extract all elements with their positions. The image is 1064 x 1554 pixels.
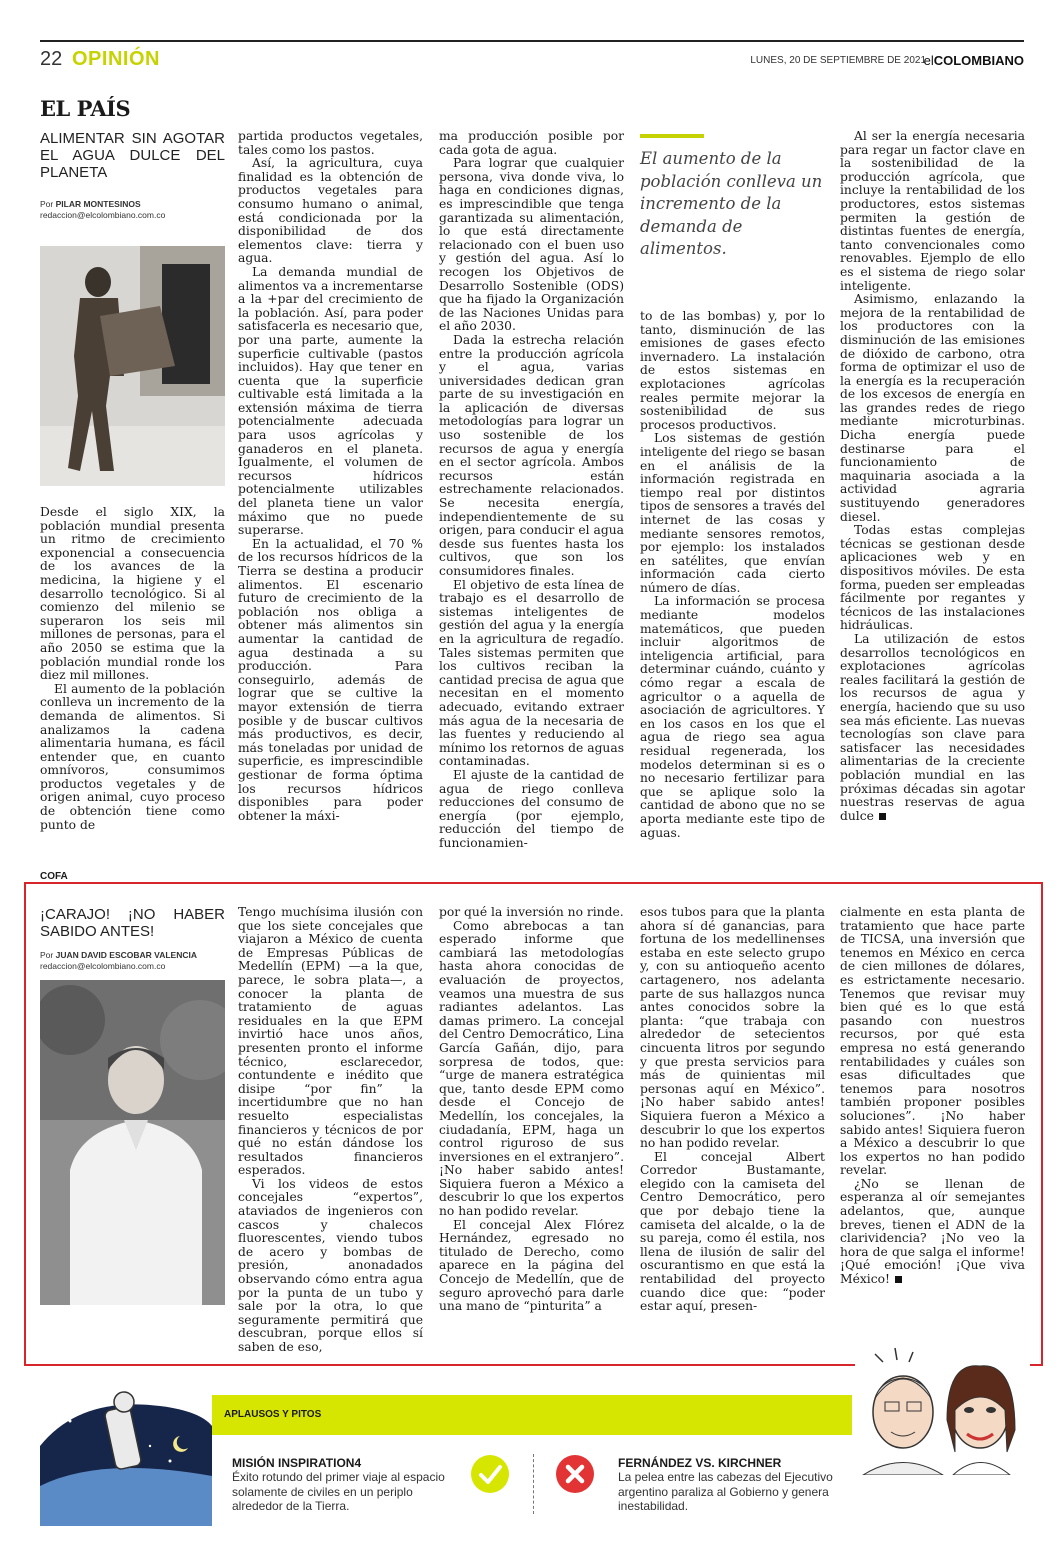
page-number: 22	[40, 48, 63, 70]
paragraph: En la actualidad, el 70 % de los recursos hídricos de la Tierra se destina a producir alimentos. El escenario futuro de crecimiento de la población nos obliga a obtener más alimentos sin aumentar la cantidad de agua destinada a su producción. Para conseguirlo, además de lograr que se cultive la mayor extensión de tierra posible y de buscar cultivos más productivos, es decir, más toneladas por unidad de superficie, es imprescindible gestionar de forma óptima los recursos hídricos disponibles para poder obtener la máxi-	[238, 536, 423, 823]
article1-col3	[439, 130, 624, 850]
article1-author: PILAR MONTESINOS	[55, 199, 141, 209]
author-portrait	[40, 980, 225, 1305]
by-prefix: Por	[40, 199, 54, 209]
paragraph: Tengo muchísima ilusión con que los siete concejales que viajaron a México de cuenta de Empresas Públicas de Medellín (EPM) —a la que, parece, le sobra plata—, a conocer la planta de tratamiento de aguas residuales en la que EPM invirtió hace unos años, presenten pronto el informe técnico, esclarecedor, contundente e inédito que disipe “por fin” la incertidumbre que no han resuelto especialistas financieros y técnicos de por qué no están dándose los resultados financieros esperados.	[238, 905, 423, 1178]
paragraph: Los sistemas de gestión inteligente del riego se basan en el análisis de la información registrada en tiempo real por distintos tipos de sensores a través del internet de las cosas y mediante sensores remotos, por ejemplo: los instalados en satélites, que envían información cada cierto número de días.	[640, 431, 825, 595]
cofa-label: COFA	[40, 871, 68, 882]
closing-text: La utilización de estos desarrollos tecnológicos en explotaciones agrícolas reales facilitará la gestión de los recursos de agua y energía, haciendo que su uso sea más eficiente. Las nuevas tecnologías son clave para satisfacer las necesidades alimentarias de la creciente población mundial en las próximas décadas sin agotar nuestras reservas de agua dulce	[840, 631, 1025, 823]
paragraph: Vi los videos de estos concejales “expertos”, ataviados de ingenieros con cascos y chalecos fluorescentes, viendo tubos de acero y bombas de presión, anonadados observando cómo entra agua por la punta de un tubo y sale por la otra, lo que seguramente permitirá que descubran, porque ellos sí saben de eso,	[238, 1176, 423, 1354]
pull-quote: El aumento de la población conlleva un incremento de la demanda de alimentos.	[640, 149, 823, 258]
paragraph: Dada la estrecha relación entre la producción agrícola y el agua, varias universidades dedican gran parte de su investigación en la aplicación de diversas metodologías para lograr un uso sostenible de los recursos de agua y energía en el sector agrícola. Ambos recursos están estrechamente relacionados. Se necesita energía, independientemente de su origen, para conducir el agua desde sus fuentes hasta los cultivos, que son los consumidores finales.	[439, 332, 624, 578]
paragraph: El objetivo de esta línea de trabajo es el desarrollo de sistemas inteligentes de gestión del agua y la energía en la agricultura de regadío. Tales sistemas permiten que los cultivos reciban la cantidad precisa de agua que necesitan en el momento adecuado, evitando extraer más agua de la necesaria de las fuentes y reduciendo al mínimo los retornos de aguas contaminadas.	[439, 577, 624, 769]
statue-illustration	[40, 246, 225, 486]
article2-header	[40, 906, 225, 972]
article1-col5	[840, 130, 1025, 823]
brand-logo	[924, 53, 1024, 68]
paragraph: La información se procesa mediante modelos matemáticos, que pueden incluir algoritmos de inteligencia artificial, para determinar cuándo, cuánto y cómo regar a escala de agricultor o a aquella de asociación de agricultores. Y en los casos en los que el agua de riego sea agua residual regenerada, los modelos determinan si es o no necesario fertilizar para que se aplique solo la cantidad de abono que no se aporta mediante este tipo de aguas.	[640, 594, 825, 840]
article1-col2	[238, 130, 423, 823]
paragraph: El ajuste de la cantidad de agua de riego conlleva reducciones del consumo de energía (por ejemplo, reducción del tiempo de funcionamien-	[439, 767, 624, 850]
article2-col5	[840, 906, 1025, 1287]
paragraph: esos tubos para que la planta ahora sí dé ganancias, para fortuna de los medellinenses estaba en este selecto grupo y, con su antioqueño acento cartagenero, nos adelanta parte de sus hallazgos nunca antes conocidos sobre la planta: “que trabaja con alrededor de setecientos cincuenta litros por segundo y que presta servicios para más de quinientas mil personas aquí en México”. ¡No haber sabido antes! Siquiera fueron a México a descubrir lo que los expertos no han podido revelar.	[640, 905, 825, 1151]
section-title: OPINIÓN	[72, 48, 160, 70]
paragraph: Así, la agricultura, cuya finalidad es la obtención de productos vegetales para consumo humano o animal, está condicionada por la disponibilidad de dos elementos clave: tierra y agua.	[238, 156, 423, 266]
article2-author: JUAN DAVID ESCOBAR VALENCIA	[55, 950, 197, 960]
space-illustration	[40, 1376, 212, 1526]
end-mark	[895, 1276, 902, 1283]
astronaut-cartoon	[40, 1376, 212, 1526]
paragraph	[840, 633, 1025, 823]
paragraph: Asimismo, enlazando la mejora de la rentabilidad de los productores con la disminución de las emisiones de dióxido de carbono, otra forma de optimizar el uso de la energía es la recuperación de los excesos de energía en las grandes redes de riego mediante microturbinas. Dicha energía puede destinarse para el funcionamiento de maquinaria asociada a la actividad agraria sustituyendo generadores diesel.	[840, 292, 1025, 524]
paragraph: El aumento de la población conlleva un incremento de la demanda de alimentos. Si analizamos la cadena alimentaria humana, es fácil entender que, en cuanto omnívoros, consumimos productos vegetales y de origen animal, cuyo proceso de obtención tiene como punto de	[40, 681, 225, 832]
by-prefix: Por	[40, 950, 54, 960]
article2-byline	[40, 950, 225, 961]
check-icon	[470, 1454, 510, 1494]
caricature-illustration	[855, 1340, 1030, 1475]
paragraph: Todas estas complejas técnicas se gestionan desde aplicaciones web y en dispositivos móviles. De esta forma, pueden ser empleadas fácilmente por regantes y técnicos de las instalaciones hidráulicas.	[840, 523, 1025, 633]
aplausos-divider	[533, 1454, 535, 1514]
aplausos-label: APLAUSOS Y PITOS	[224, 1409, 322, 1420]
article2-headline: ¡CARAJO! ¡NO HABER SABIDO ANTES!	[40, 906, 225, 940]
pito-title: FERNÁNDEZ VS. KIRCHNER	[618, 1456, 782, 1470]
paragraph: La demanda mundial de alimentos va a incrementarse a la +par del crecimiento de la población. Así, para poder satisfacerla es necesario que, por una parte, aumente la superficie cultivable (pastos incluidos). Hay que tener en cuenta que la superficie cultivable está limitada a la extensión máxima de tierra potencialmente adecuada para usos agrícolas y ganaderos en el planeta. Igualmente, el volumen de recursos hídricos potencialmente utilizables del planeta tiene un valor máximo que no puede superarse.	[238, 264, 423, 538]
closing-text: ¿No se llenan de esperanza al oír semejantes adelantos, que, aunque breves, tienen el ADN de la clarividencia? ¡No veo la hora de que salga el informe! ¡Qué emoción! ¡Que viva México!	[840, 1176, 1025, 1287]
pito-text: La pelea entre las cabezas del Ejecutivo argentino paraliza al Gobierno y genera inestabilidad.	[618, 1470, 833, 1513]
paragraph: cialmente en esta planta de tratamiento que hace parte de TICSA, una inversión que tenemos en México en cerca de cien millones de dólares, es estrictamente necesario. Tenemos que revisar muy bien qué es lo que está pasando con nuestros recursos, por qué esta empresa no está generando rentabilidades y cuáles son esas dificultades que tenemos para nosotros también proponer posibles soluciones”. ¡No haber sabido antes! Siquiera fueron a México a descubrir lo que los expertos no han podido revelar.	[840, 905, 1025, 1178]
author-photo	[40, 980, 225, 1305]
article1-col1	[40, 506, 225, 832]
aplauso-text: Éxito rotundo del primer viaje al espacio solamente de civiles en un periplo alrededor de la Tierra.	[232, 1470, 445, 1513]
brand-name: COLOMBIANO	[933, 53, 1024, 68]
paragraph: El concejal Albert Corredor Bustamante, elegido con la camiseta del Centro Democrático, pero que por debajo tiene la camiseta del alcalde, o la de su pareja, como él estila, nos llena de ilusión de salir del oscurantismo en que está la rentabilidad del proyecto cuando dice que: “poder estar aquí, presen-	[640, 1149, 825, 1314]
end-mark	[879, 813, 886, 820]
paragraph: por qué la inversión no rinde.	[439, 905, 624, 919]
paragraph: Para lograr que cualquier persona, viva donde viva, lo haga en condiciones dignas, es imprescindible que tenga garantizada su alimentación, lo que está directamente relacionado con el buen uso y gestión del agua. Así lo recogen los Objetivos de Desarrollo Sostenible (ODS) que ha fijado la Organización de las Naciones Unidas para el año 2030.	[439, 156, 624, 334]
paragraph: Como abrebocas a tan esperado informe que cambiará las metodologías hasta ahora conocidas de evaluación de proyectos, veamos una muestra de sus radiantes adelantos. Las damas primero. La concejal del Centro Democrático, Lina García Gañán, dijo, para sorpresa de todos, que: “urge de manera estratégica que, tanto desde EPM como desde el Concejo de Medellín, los concejales, la ciudadanía, EPM, haga un control riguroso de sus inversiones en el extranjero”. ¡No haber sabido antes! Siquiera fueron a México a descubrir lo que los expertos no han podido revelar.	[439, 918, 624, 1219]
article2-email: redaccion@elcolombiano.com.co	[40, 961, 166, 971]
article2-col4	[640, 906, 825, 1314]
paragraph: ma producción posible por cada gota de agua.	[439, 129, 624, 157]
paragraph: El concejal Alex Flórez Hernández, egresado no titulado de Derecho, como aparece en la página del Concejo de Medellín, que de seguro aprovechó para darle una mano de “pinturita” a	[439, 1217, 624, 1314]
article2-col2	[238, 906, 423, 1355]
pull-quote-bar	[640, 134, 704, 138]
brand-prefix: el	[923, 53, 934, 68]
article1-headline: ALIMENTAR SIN AGOTAR EL AGUA DULCE DEL PLANETA	[40, 130, 225, 181]
statue-photo	[40, 246, 225, 486]
paragraph: Desde el siglo XIX, la población mundial presenta un ritmo de crecimiento exponencial a consecuencia de los avances de la medicina, la higiene y el desarrollo tecnológico. Si al comienzo del milenio se superaron los seis mil millones de personas, para el año 2050 se estima que la población mundial ronde los diez mil millones.	[40, 505, 225, 683]
paragraph: to de las bombas) y, por lo tanto, disminución de las emisiones de gases efecto invernadero. La instalación de estos sistemas en explotaciones agrícolas reales permite mejorar la sostenibilidad de sus procesos productivos.	[640, 309, 825, 432]
el-pais-logo: EL PAÍS	[40, 96, 131, 121]
article1-col4	[640, 310, 825, 840]
date-line: LUNES, 20 DE SEPTIEMBRE DE 2021	[750, 55, 926, 66]
paragraph: Al ser la energía necesaria para regar un factor clave en la sostenibilidad de la producción agrícola, que incluye la rentabilidad de los productores, estos sistemas permiten la gestión de distintas fuentes de energía, tanto convencionales como renovables. Ejemplo de ello es el sistema de riego solar inteligente.	[840, 129, 1025, 293]
paragraph: partida productos vegetales, tales como los pastos.	[238, 129, 423, 157]
article1-header	[40, 130, 225, 221]
paragraph	[840, 1178, 1025, 1287]
aplauso-item	[232, 1456, 457, 1514]
article1-byline	[40, 199, 225, 210]
article2-col3	[439, 906, 624, 1314]
article1-email: redaccion@elcolombiano.com.co	[40, 210, 166, 220]
aplauso-title: MISIÓN INSPIRATION4	[232, 1456, 362, 1470]
pito-item	[618, 1456, 843, 1514]
top-rule	[40, 40, 1024, 42]
close-icon	[555, 1454, 595, 1494]
